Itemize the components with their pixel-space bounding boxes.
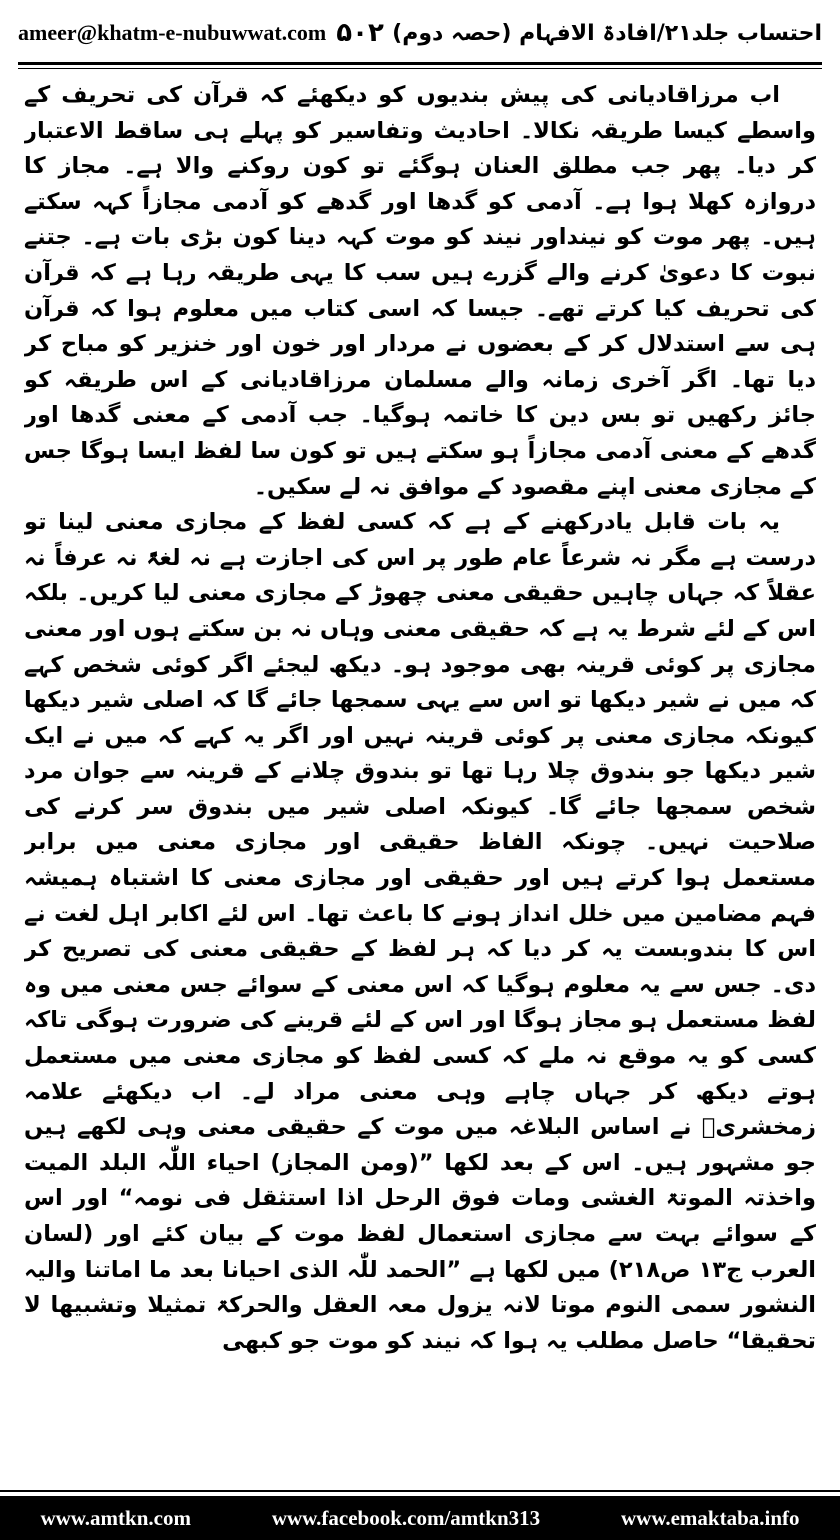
page-body: [24, 78, 816, 1473]
page-number: ۵۰۲: [336, 18, 384, 48]
footer-link-amtkn[interactable]: www.amtkn.com: [40, 1505, 191, 1530]
header-left: [18, 18, 384, 48]
footer-rule: [0, 1490, 840, 1492]
paragraph-1: اب مرزاقادیانی کی پیش بندیوں کو دیکھئے کہ قرآن کی تحریف کے واسطے کیسا طریقہ نکالا۔ احادیث وتفاسیر کو پہلے ہی ساقط الاعتبار کر دیا۔ پھر جب مطلق العنان ہوگئے تو کون روکنے والا ہے۔ مجاز کا دروازہ کھلا ہوا ہے۔ آدمی کو گدھا اور گدھے کو آدمی مجازاً کہہ سکتے ہیں۔ پھر موت کو نینداور نیند کو موت کہہ دینا کون بڑی بات ہے۔ جتنے نبوت کا دعویٰ کرنے والے گزرے ہیں سب کا یہی طریقہ رہا ہے کہ قرآن کی تحریف کیا کرتے تھے۔ جیسا کہ اسی کتاب میں معلوم ہوا کہ قرآن ہی سے استدلال کر کے بعضوں نے مردار اور خون اور خنزیر کو مباح کر دیا تھا۔ اگر آخری زمانہ والے مسلمان مرزاقادیانی کے اس طریقہ کو جائز رکھیں تو بس دین کا خاتمہ ہوگیا۔ جب آدمی کے معنی گدھا اور گدھے کے معنی آدمی مجازاً ہو سکتے ہیں تو کون سا لفظ ایسا ہوگا جس کے مجازی معنی اپنے مقصود کے موافق نہ لے سکیں۔: [24, 82, 816, 500]
page-footer: [0, 1496, 840, 1540]
header-title: احتساب جلد۲۱/افادۃ الافہام (حصہ دوم): [392, 20, 822, 46]
header-email: ameer@khatm-e-nubuwwat.com: [18, 20, 327, 45]
footer-link-facebook[interactable]: www.facebook.com/amtkn313: [271, 1505, 541, 1530]
footer-link-emaktaba[interactable]: www.emaktaba.info: [621, 1505, 800, 1530]
header-rule: [18, 62, 822, 69]
paragraph-2: یہ بات قابل یادرکھنے کے ہے کہ کسی لفظ کے مجازی معنی لینا تو درست ہے مگر نہ شرعاً عام طور پر اس کی اجازت ہے نہ لغۃً نہ عرفاً نہ عقلاً کہ جہاں چاہیں حقیقی معنی چھوڑ کے مجازی معنی لیا کریں۔ بلکہ اس کے لئے شرط یہ ہے کہ حقیقی معنی وہاں نہ بن سکتے ہوں اور معنی مجازی پر کوئی قرینہ بھی موجود ہو۔ دیکھ لیجئے اگر کوئی شخص کہے کہ میں نے شیر دیکھا تو اس سے یہی سمجھا جائے گا کہ اصلی شیر دیکھا کیونکہ مجازی معنی پر کوئی قرینہ نہیں اور اگر یہ کہے کہ میں نے ایک شیر دیکھا جو بندوق چلا رہا تھا تو بندوق چلانے کے قرینہ سے جوان مرد شخص سمجھا جائے گا۔ کیونکہ اصلی شیر میں بندوق سر کرنے کی صلاحیت نہیں۔ چونکہ الفاظ حقیقی اور مجازی معنی میں برابر مستعمل ہوا کرتے ہیں اور حقیقی اور مجازی معنی کا اشتباہ ہمیشہ فہم مضامین میں خلل انداز ہونے کا باعث تھا۔ اس لئے اکابر اہل لغت نے اس کا بندوبست یہ کر دیا کہ ہر لفظ کے حقیقی معنی کی تصریح کر دی۔ جس سے یہ معلوم ہوگیا کہ اس معنی کے سوائے جس معنی میں وہ لفظ مستعمل ہو مجاز ہوگا اور اس کے لئے قرینے کی ضرورت ہوگی تاکہ کسی کو یہ موقع نہ ملے کہ کسی لفظ کو مجازی معنی میں مستعمل ہوتے دیکھ کر جہاں چاہے وہی معنی مراد لے۔ اب دیکھئے علامہ زمخشریؒ نے اساس البلاغہ میں موت کے حقیقی معنی وہی لکھے ہیں جو مشہور ہیں۔ اس کے بعد لکھا ”(ومن المجاز) احیاء اللّٰہ البلد المیت واخذتہ الموتۃ الغشی ومات فوق الرحل اذا استثقل فی نومہ“ اور اس کے سوائے بہت سے مجازی استعمال لفظ موت کے بیان کئے اور (لسان العرب ج۱۳ ص۲۱۸) میں لکھا ہے ”الحمد للّٰہ الذی احیانا بعد ما اماتنا والیہ النشور سمی النوم موتا لانہ یزول معہ العقل والحرکۃ تمثیلا وتشبیھا لا تحقیقا“ حاصل مطلب یہ ہوا کہ نیند کو موت جو کبھی: [24, 509, 816, 1354]
page-header: [18, 8, 822, 58]
